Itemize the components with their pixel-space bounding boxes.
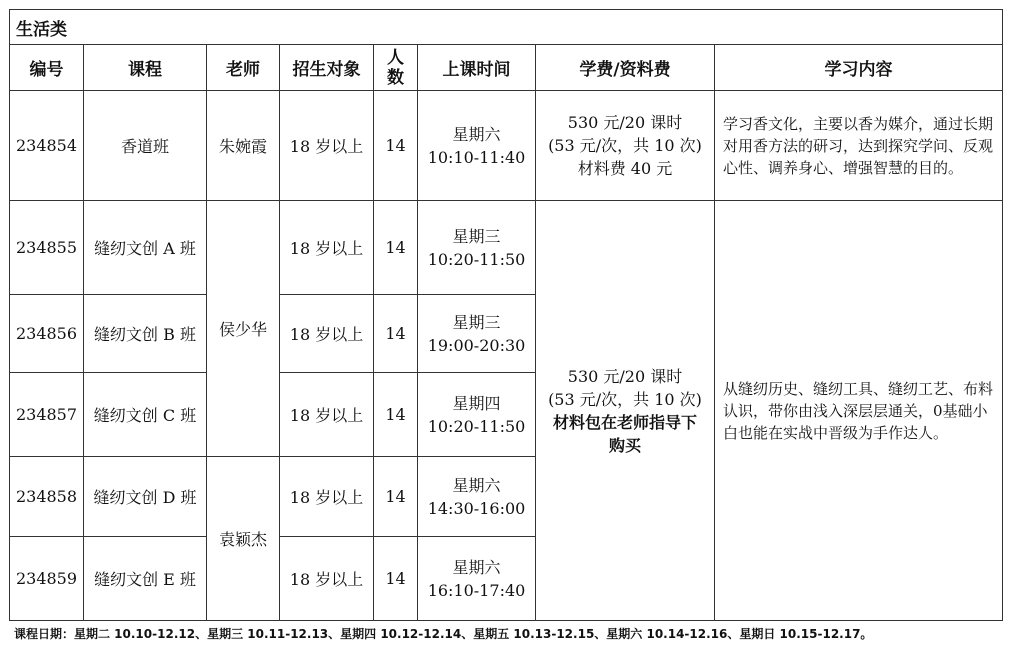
cell-time-day: 星期六: [452, 475, 501, 495]
header-count-char-1: 人: [387, 47, 404, 68]
cell-time-day: 星期四: [452, 393, 501, 413]
cell-time-range: 16:10-17:40: [427, 580, 526, 600]
fee-line: 530 元/20 课时: [567, 113, 683, 132]
cell-count: 14: [374, 373, 418, 457]
cell-content-sewing: 从缝纫历史、缝纫工具、缝纫工艺、布料认识，带你由浅入深层层通关，0基础小白也能在实战中晋级为手作达人。: [715, 201, 1003, 621]
cell-course: 缝纫文创 E 班: [84, 537, 207, 621]
cell-teacher: 朱婉霞: [207, 91, 280, 201]
cell-id: 234855: [10, 201, 84, 295]
cell-time: [418, 373, 536, 457]
cell-time-day: 星期六: [452, 124, 501, 144]
cell-fee-sewing: [536, 201, 715, 621]
cell-time-range: 10:20-11:50: [427, 249, 526, 269]
cell-time-day: 星期三: [452, 312, 501, 332]
cell-time-range: 19:00-20:30: [427, 335, 526, 355]
cell-count: 14: [374, 457, 418, 537]
cell-target: 18 岁以上: [280, 295, 374, 373]
course-dates-footnote: 课程日期：星期二 10.10-12.12、星期三 10.11-12.13、星期四 10.12-12.14、星期五 10.13-12.15、星期六 10.14-12.16、星期日 10.15-12.17。: [14, 627, 873, 641]
cell-id: 234856: [10, 295, 84, 373]
header-count-char-2: 数: [387, 67, 404, 88]
cell-count: 14: [374, 91, 418, 201]
header-content: 学习内容: [715, 45, 1003, 91]
cell-time-range: 10:10-11:40: [427, 147, 526, 167]
cell-time: [418, 201, 536, 295]
cell-count: 14: [374, 201, 418, 295]
cell-target: 18 岁以上: [280, 457, 374, 537]
cell-time-day: 星期三: [452, 226, 501, 246]
header-course: 课程: [84, 45, 207, 91]
header-fee: 学费/资料费: [536, 45, 715, 91]
cell-target: 18 岁以上: [280, 201, 374, 295]
cell-count: 14: [374, 295, 418, 373]
table-row: [10, 201, 1003, 295]
cell-time-range: 14:30-16:00: [427, 498, 526, 518]
cell-teacher: 袁颖杰: [207, 457, 280, 621]
cell-target: 18 岁以上: [280, 373, 374, 457]
table-row: [10, 91, 1003, 201]
cell-time: [418, 295, 536, 373]
fee-line: (53 元/次，共 10 次): [548, 389, 702, 409]
fee-line: 购买: [608, 435, 641, 455]
cell-target: 18 岁以上: [280, 91, 374, 201]
cell-id: 234857: [10, 373, 84, 457]
cell-course: 缝纫文创 C 班: [84, 373, 207, 457]
fee-line: 材料费 40 元: [577, 159, 673, 178]
cell-teacher: 侯少华: [207, 201, 280, 457]
fee-line: 材料包在老师指导下: [552, 412, 697, 432]
cell-course: 缝纫文创 A 班: [84, 201, 207, 295]
cell-content-incense: 学习香文化，主要以香为媒介，通过长期对用香方法的研习，达到探究学问、反观心性、调养身心、增强智慧的目的。: [715, 91, 1003, 201]
cell-course: 缝纫文创 D 班: [84, 457, 207, 537]
section-title: 生活类: [10, 10, 1003, 45]
fee-line: (53 元/次，共 10 次): [548, 136, 702, 155]
cell-id: 234858: [10, 457, 84, 537]
header-time: 上课时间: [418, 45, 536, 91]
header-teacher: 老师: [207, 45, 280, 91]
fee-line: 530 元/20 课时: [567, 366, 683, 386]
cell-target: 18 岁以上: [280, 537, 374, 621]
header-target: 招生对象: [280, 45, 374, 91]
cell-fee-incense: [536, 91, 715, 201]
cell-id: 234854: [10, 91, 84, 201]
cell-time-range: 10:20-11:50: [427, 416, 526, 436]
cell-time: [418, 91, 536, 201]
cell-time: [418, 537, 536, 621]
cell-course: 香道班: [84, 91, 207, 201]
cell-time: [418, 457, 536, 537]
header-id: 编号: [10, 45, 84, 91]
cell-count: 14: [374, 537, 418, 621]
course-table: [9, 9, 1003, 621]
cell-time-day: 星期六: [452, 557, 501, 577]
cell-id: 234859: [10, 537, 84, 621]
header-count: [374, 45, 418, 91]
cell-course: 缝纫文创 B 班: [84, 295, 207, 373]
